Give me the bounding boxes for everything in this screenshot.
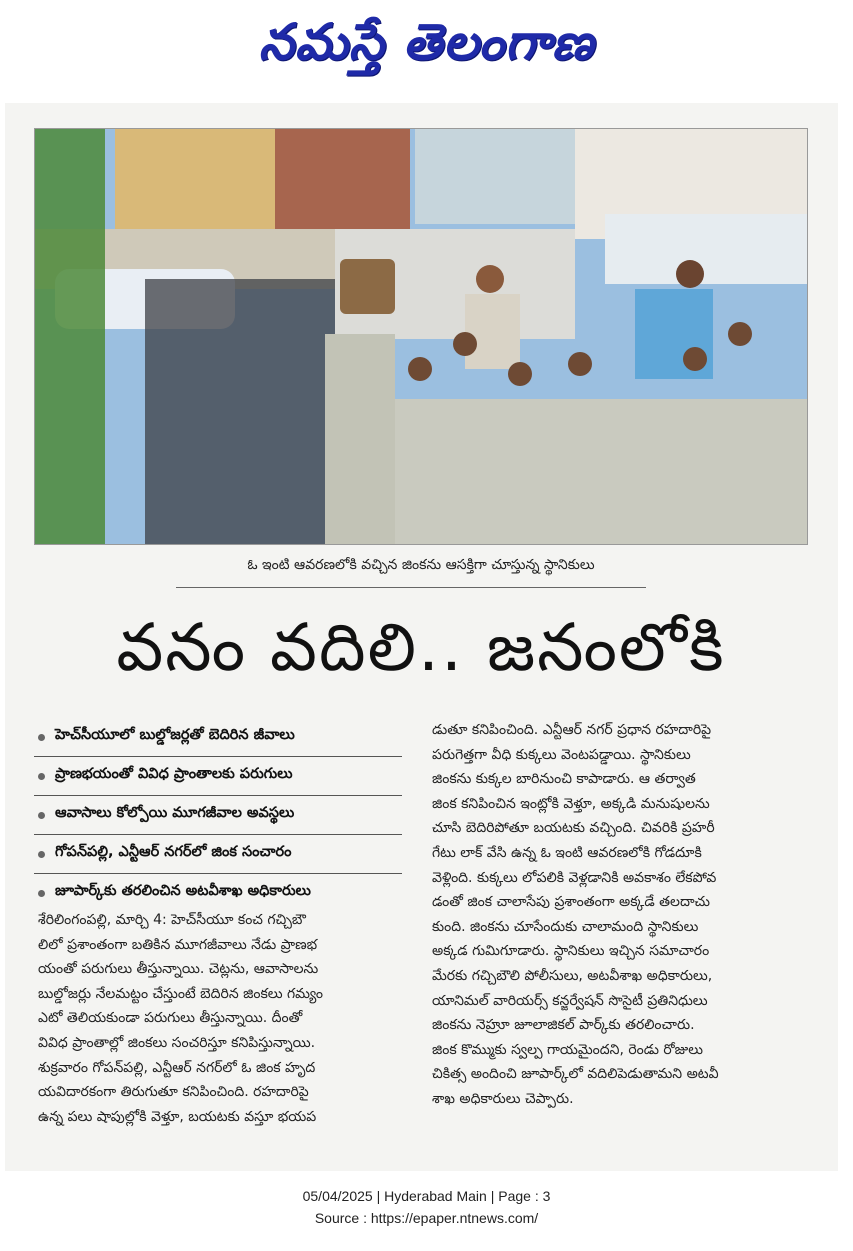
caption-divider: [176, 587, 646, 588]
highlight-text: ప్రాణభయంతో వివిధ ప్రాంతాలకు పరుగులు: [55, 766, 293, 782]
body-line: లిలో ప్రశాంతంగా బతికిన మూగజీవాలు నేడు ప్రాణభ: [38, 936, 318, 953]
body-line: పరుగెత్తగా వీధి కుక్కలు వెంటపడ్డాయి. స్థానికులు: [432, 746, 691, 763]
page-footer: [0, 1185, 853, 1229]
masthead-logo: నమస్తే తెలంగాణ: [258, 12, 595, 71]
bullet-icon: [38, 773, 45, 780]
body-line: శేరిలింగంపల్లి, మార్చి 4: హెచ్‌సీయూ కంచ గచ్చిబౌ: [38, 912, 306, 928]
body-line: అక్కడ గుమిగూడారు. స్థానికులు ఇచ్చిన సమాచారం: [432, 943, 710, 960]
highlight-item: [34, 874, 402, 912]
highlight-item: [34, 796, 402, 835]
highlight-text: ఆవాసాలు కోల్పోయి మూగజీవాల అవస్థలు: [55, 805, 295, 821]
body-line: మేరకు గచ్చిబౌలి పోలీసులు, అటవీశాఖ అధికారులు,: [432, 967, 713, 984]
highlight-text: హెచ్‌సీయూలో బుల్డోజర్లతో బెదిరిన జీవాలు: [55, 727, 295, 743]
highlight-text: గోపన్‌పల్లి, ఎన్టీఆర్ నగర్‌లో జింక సంచారం: [55, 844, 292, 860]
body-line: యానిమల్ వారియర్స్ కన్జర్వేషన్ సొసైటీ ప్రతినిధులు: [432, 992, 708, 1009]
highlight-bullets: [34, 718, 402, 912]
body-line: చికిత్స అందించి జూపార్క్‌లో వదిలిపెడుతామని అటవీ: [432, 1066, 719, 1083]
bullet-icon: [38, 734, 45, 741]
body-line: జింక కనిపించిన ఇంట్లోకి వెళ్తూ, అక్కడి మనుషులను: [432, 795, 710, 812]
source-link[interactable]: Source : https://epaper.ntnews.com/: [314, 1210, 539, 1226]
body-line: చూసి బెదిరిపోతూ బయటకు వచ్చింది. చివరికి ప్రహరీ: [432, 820, 715, 837]
body-line: డంతో జింక చాలాసేపు ప్రశాంతంగా అక్కడే తలదాచు: [432, 894, 710, 911]
news-photo: [34, 128, 808, 545]
highlight-item: [34, 718, 402, 757]
bullet-icon: [38, 812, 45, 819]
bullet-icon: [38, 851, 45, 858]
body-line: గేటు లాక్ వేసి ఉన్న ఓ ఇంటి ఆవరణలోకి గోడదూకి: [432, 844, 702, 861]
highlight-text: జూపార్క్‌కు తరలించిన అటవీశాఖ అధికారులు: [55, 883, 311, 899]
body-line: ఎటో తెలియకుండా పరుగులు తీస్తున్నాయి. దీంతో: [38, 1010, 303, 1027]
body-line: యవిదారకంగా తిరుగుతూ కనిపించింది. రహదారిపై: [38, 1084, 309, 1101]
body-line: యంతో పరుగులు తీస్తున్నాయి. చెట్లను, ఆవాసాలను: [38, 961, 319, 978]
body-line: వివిధ ప్రాంతాల్లో జింకలు సంచరిస్తూ కనిపిస్తున్నాయి.: [38, 1034, 316, 1051]
article-body-right: [432, 718, 808, 1112]
body-line: ఉన్న పలు షాపుల్లోకి వెళ్తూ, బయటకు వస్తూ భయప: [38, 1108, 317, 1125]
body-line: శుక్రవారం గోపన్‌పల్లి, ఎన్టీఆర్ నగర్‌లో ఓ జింక హృద: [38, 1059, 316, 1076]
edition-info: 05/04/2025 | Hyderabad Main | Page : 3: [302, 1188, 551, 1204]
body-line: జింక కొమ్ముకు స్వల్ప గాయమైందని, రెండు రోజులు: [432, 1041, 704, 1058]
article-body-left: [38, 908, 408, 1129]
highlight-item: [34, 835, 402, 874]
photo-caption: ఓ ఇంటి ఆవరణలోకి వచ్చిన జింకను ఆసక్తిగా చూస్తున్న స్థానికులు: [247, 556, 595, 573]
body-line: డుతూ కనిపించింది. ఎన్టీఆర్ నగర్ ప్రధాన రహదారిపై: [432, 722, 712, 738]
body-line: కుంది. జింకను చూసేందుకు చాలామంది స్థానికులు: [432, 918, 699, 935]
body-line: వెళ్లింది. కుక్కలు లోపలికి వెళ్లడానికి అవకాశం లేకపోవ: [432, 869, 717, 886]
highlight-item: [34, 757, 402, 796]
body-line: బుల్డోజర్లు నేలమట్టం చేస్తుంటే బెదిరిన జింకలు గమ్యం: [38, 985, 324, 1002]
body-line: జింకను కుక్కల బారినుంచి కాపాడారు. ఆ తర్వాత: [432, 771, 696, 788]
body-line: శాఖ అధికారులు చెప్పారు.: [432, 1090, 574, 1107]
masthead: [0, 0, 853, 96]
body-line: జింకను నెహ్రూ జూలాజికల్ పార్క్‌కు తరలించారు.: [432, 1017, 695, 1034]
article-headline: వనం వదిలి.. జనంలోకి: [116, 608, 726, 686]
bullet-icon: [38, 890, 45, 897]
